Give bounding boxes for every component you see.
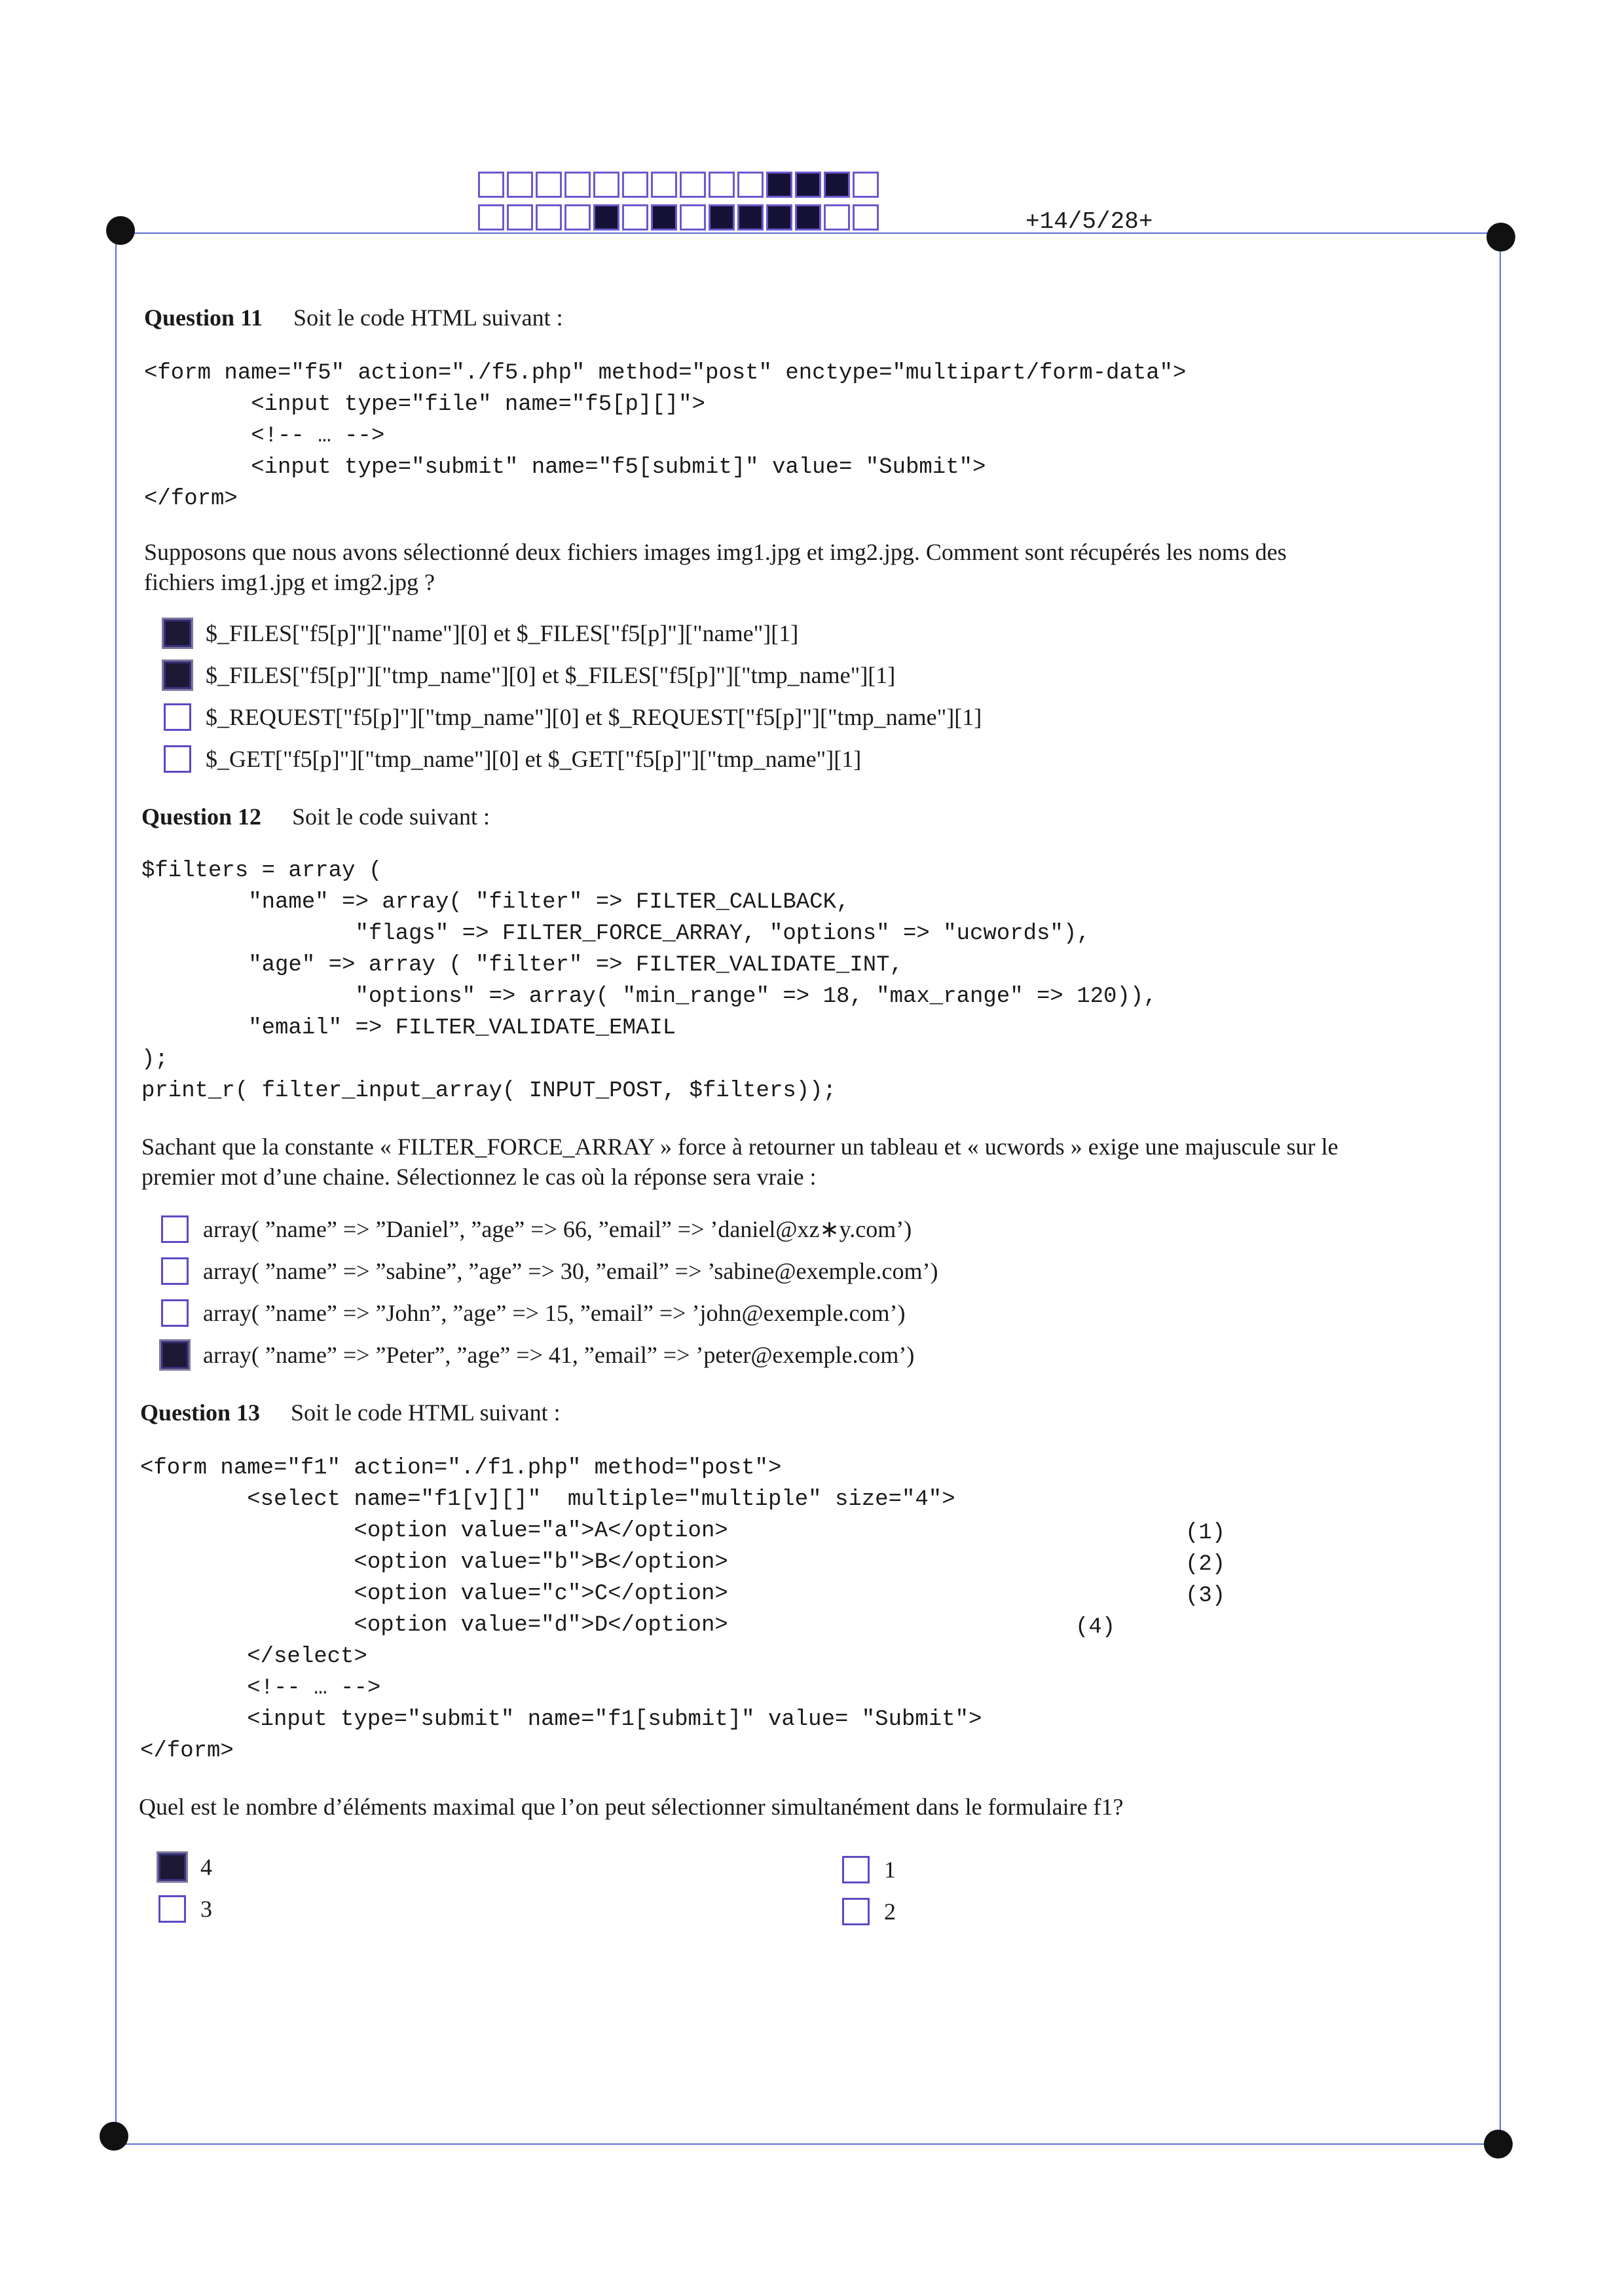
barcode-cell <box>766 204 792 231</box>
header-barcode <box>478 172 881 237</box>
checkbox[interactable] <box>161 1257 189 1285</box>
code-line: <input type="submit" name="f5[submit]" value= "Submit"> <box>144 455 986 480</box>
checked-checkbox[interactable] <box>164 620 191 647</box>
checkbox[interactable] <box>164 745 191 773</box>
question-intro: Soit le code HTML suivant : <box>291 1399 561 1426</box>
barcode-cell <box>737 172 764 198</box>
corner-mark-top-left <box>106 216 135 245</box>
answer-option[interactable] <box>161 1299 906 1327</box>
barcode-cell <box>853 204 879 231</box>
barcode-cell <box>680 172 706 198</box>
barcode-cell <box>564 172 591 198</box>
code-line: "flags" => FILTER_FORCE_ARRAY, "options" => "ucwords"), <box>141 921 1090 946</box>
code-line-number: (2) <box>1185 1552 1226 1577</box>
code-line: "options" => array( "min_range" => 18, "max_range" => 120)), <box>141 984 1157 1009</box>
code-line: <input type="submit" name="f1[submit]" value= "Submit"> <box>140 1707 982 1732</box>
answer-option-label: array( ”name” => ”John”, ”age” => 15, ”email” => ’john@exemple.com’) <box>203 1300 906 1326</box>
code-line: <option value="d">D</option> <box>140 1613 728 1638</box>
checked-checkbox[interactable] <box>161 1341 189 1369</box>
question-12-heading <box>141 803 490 830</box>
code-line: <form name="f1" action="./f1.php" method="post"> <box>140 1456 782 1481</box>
answer-option-label: $_REQUEST["f5[p]"]["tmp_name"][0] et $_REQUEST["f5[p]"]["tmp_name"][1] <box>206 704 982 730</box>
code-line: <option value="b">B</option> <box>140 1550 728 1575</box>
code-line: <!-- … --> <box>144 424 385 449</box>
answer-option[interactable] <box>164 661 895 689</box>
barcode-cell <box>853 172 879 198</box>
question-13-heading <box>140 1399 561 1426</box>
barcode-cell <box>651 204 677 231</box>
question-text-line: Supposons que nous avons sélectionné deux fichiers images img1.jpg et img2.jpg. Comment sont récupérés les noms des <box>144 539 1287 565</box>
barcode-row <box>478 172 881 198</box>
code-line: $filters = array ( <box>141 859 382 883</box>
question-number: Question 12 <box>141 804 262 830</box>
answer-option-label: 1 <box>884 1857 896 1883</box>
question-text-line: fichiers img1.jpg et img2.jpg ? <box>144 569 435 595</box>
code-line: <select name="f1[v][]" multiple="multiple" size="4"> <box>140 1487 955 1512</box>
question-text-line: Sachant que la constante « FILTER_FORCE_ARRAY » force à retourner un tableau et « ucwords » exige une majuscule sur le <box>141 1134 1338 1160</box>
barcode-cell <box>593 204 619 231</box>
barcode-cell <box>622 172 648 198</box>
barcode-cell <box>680 204 706 231</box>
code-line: </form> <box>140 1739 234 1764</box>
code-line: <input type="file" name="f5[p][]"> <box>144 392 705 417</box>
barcode-cell <box>824 172 850 198</box>
checked-checkbox[interactable] <box>158 1853 186 1881</box>
answer-option-label: $_FILES["f5[p]"]["name"][0] et $_FILES["f5[p]"]["name"][1] <box>206 620 799 646</box>
barcode-cell <box>824 204 850 231</box>
checkbox[interactable] <box>161 1215 189 1243</box>
answer-option-label: 2 <box>884 1898 896 1925</box>
barcode-cell <box>478 204 504 231</box>
barcode-cell <box>795 172 821 198</box>
code-block-q11 <box>144 358 1186 515</box>
barcode-cell <box>564 204 591 231</box>
question-11-heading <box>144 304 563 331</box>
barcode-cell <box>536 172 562 198</box>
code-line: </form> <box>144 487 238 511</box>
code-block-q13 <box>140 1453 982 1767</box>
checked-checkbox[interactable] <box>164 661 191 689</box>
code-line: print_r( filter_input_array( INPUT_POST, $filters)); <box>141 1079 836 1103</box>
answer-option-label: 3 <box>200 1896 212 1922</box>
question-text-line: premier mot d’une chaine. Sélectionnez le cas où la réponse sera vraie : <box>141 1164 817 1190</box>
page-code: +14/5/28+ <box>1025 208 1153 235</box>
code-line: "age" => array ( "filter" => FILTER_VALIDATE_INT, <box>141 953 903 978</box>
barcode-row <box>478 204 881 231</box>
barcode-cell <box>766 172 792 198</box>
answer-option[interactable] <box>842 1856 896 1883</box>
code-line: <!-- … --> <box>140 1676 381 1701</box>
question-12-text <box>141 1132 1490 1192</box>
barcode-cell <box>593 172 619 198</box>
code-line: "email" => FILTER_VALIDATE_EMAIL <box>141 1016 676 1041</box>
answer-option[interactable] <box>164 703 982 731</box>
question-number: Question 11 <box>144 305 263 331</box>
answer-option[interactable] <box>158 1853 212 1881</box>
answer-option[interactable] <box>164 745 861 773</box>
barcode-cell <box>709 172 735 198</box>
code-line-number: (4) <box>1075 1615 1116 1640</box>
answer-option-label: $_FILES["f5[p]"]["tmp_name"][0] et $_FILES["f5[p]"]["tmp_name"][1] <box>206 662 896 688</box>
question-11-text <box>144 537 1486 597</box>
code-block-q12 <box>141 855 1157 1107</box>
corner-mark-bottom-left <box>100 2122 128 2151</box>
barcode-cell <box>651 172 677 198</box>
barcode-cell <box>622 204 648 231</box>
checkbox[interactable] <box>164 703 191 731</box>
answer-option[interactable] <box>842 1898 896 1925</box>
answer-option[interactable] <box>164 620 798 647</box>
answer-option-label: array( ”name” => ”sabine”, ”age” => 30, ”email” => ’sabine@exemple.com’) <box>203 1258 938 1284</box>
checkbox[interactable] <box>842 1856 870 1883</box>
barcode-cell <box>795 204 821 231</box>
barcode-cell <box>478 172 504 198</box>
code-line-number: (3) <box>1185 1583 1226 1608</box>
barcode-cell <box>709 204 735 231</box>
answer-option-label: 4 <box>200 1854 212 1880</box>
barcode-cell <box>536 204 562 231</box>
barcode-cell <box>507 172 533 198</box>
code-line: <option value="a">A</option> <box>140 1519 728 1544</box>
code-line: "name" => array( "filter" => FILTER_CALLBACK, <box>141 890 850 915</box>
answer-option-label: array( ”name” => ”Daniel”, ”age” => 66, ”email” => ’daniel@xz∗y.com’) <box>203 1216 912 1242</box>
question-13-text: Quel est le nombre d’éléments maximal que l’on peut sélectionner simultanément dans le formulaire f1? <box>139 1794 1124 1820</box>
code-line-number: (1) <box>1185 1521 1226 1546</box>
code-line: <option value="c">C</option> <box>140 1582 728 1606</box>
question-number: Question 13 <box>140 1399 261 1426</box>
checkbox[interactable] <box>161 1299 189 1327</box>
answer-option-label: $_GET["f5[p]"]["tmp_name"][0] et $_GET["f5[p]"]["tmp_name"][1] <box>206 746 862 772</box>
answer-option[interactable] <box>161 1341 914 1369</box>
question-intro: Soit le code HTML suivant : <box>293 305 563 331</box>
corner-mark-top-right <box>1486 223 1515 251</box>
answer-option[interactable] <box>161 1257 938 1285</box>
corner-mark-bottom-right <box>1484 2130 1513 2158</box>
code-line: <form name="f5" action="./f5.php" method="post" enctype="multipart/form-data"> <box>144 361 1187 386</box>
code-line: </select> <box>140 1644 367 1669</box>
question-intro: Soit le code suivant : <box>292 804 490 830</box>
answer-option-label: array( ”name” => ”Peter”, ”age” => 41, ”email” => ’peter@exemple.com’) <box>203 1342 915 1368</box>
barcode-cell <box>507 204 533 231</box>
barcode-cell <box>737 204 764 231</box>
checkbox[interactable] <box>158 1895 186 1923</box>
checkbox[interactable] <box>842 1898 870 1925</box>
answer-option[interactable] <box>161 1215 912 1243</box>
code-line: ); <box>141 1047 168 1072</box>
answer-option[interactable] <box>158 1895 212 1923</box>
